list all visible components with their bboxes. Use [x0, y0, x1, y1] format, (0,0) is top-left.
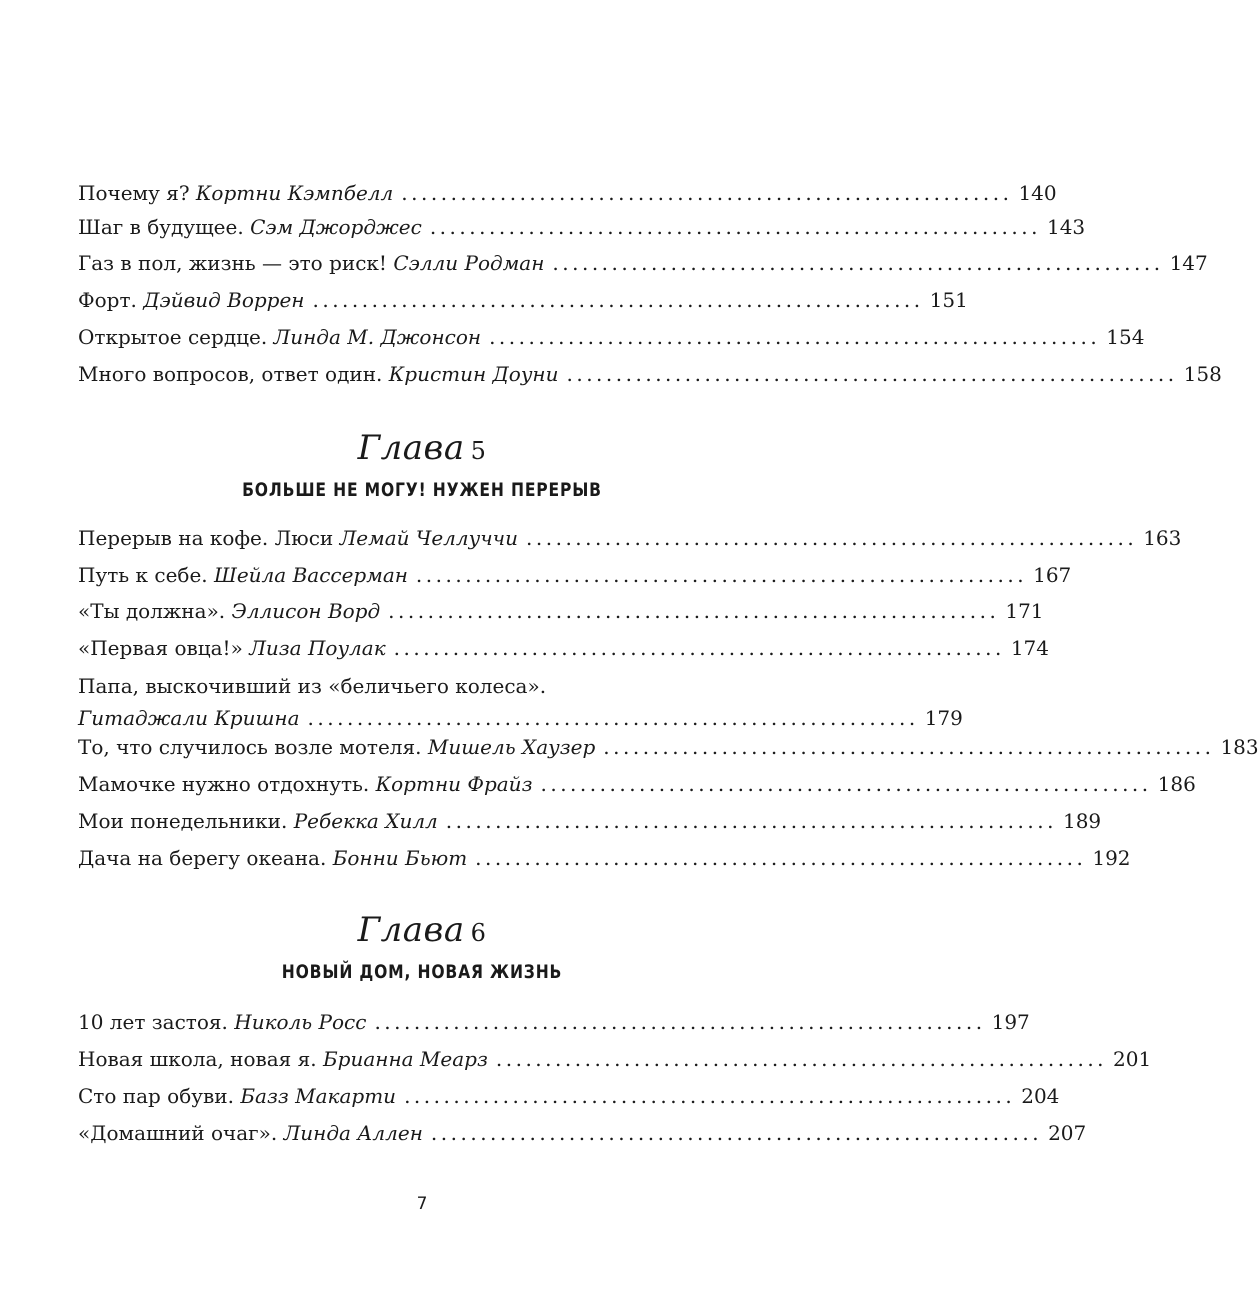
chapter-subtitle: БОЛЬШЕ НЕ МОГУ! НУЖЕН ПЕРЕРЫВ — [242, 479, 602, 501]
chapter-number: 6 — [470, 919, 487, 947]
chapter-heading — [0, 428, 844, 471]
toc-entry: Папа, выскочивший из «беличьего колеса». Гитаджали Кришна .............................................................. 179 — [78, 674, 963, 730]
toc-entry: Форт. Дэйвид Воррен .............................................................. 151 — [78, 288, 968, 312]
page-number: 154 — [1106, 325, 1145, 349]
page-number: 151 — [929, 288, 968, 312]
toc-entry: Открытое сердце. Линда М. Джонсон .............................................................. 154 — [78, 325, 1145, 349]
page-number: 192 — [1092, 846, 1131, 870]
footer-page-number: 7 — [416, 1194, 428, 1214]
toc-entry: «Домашний очаг». Линда Аллен .............................................................. 207 — [78, 1121, 1087, 1145]
toc-entry: Мои понедельники. Ребекка Хилл .............................................................. 189 — [78, 809, 1102, 833]
toc-entry: Сто пар обуви. Базз Макарти .............................................................. 204 — [78, 1084, 1060, 1108]
page-number: 189 — [1062, 809, 1102, 833]
toc-entry: Почему я? Кортни Кэмпбелл .............................................................. 140 — [78, 181, 1057, 205]
chapter-heading — [0, 910, 844, 953]
toc-entry: Перерыв на кофе. Люси Лемай Челлуччи .............................................................. 163 — [78, 526, 1182, 550]
page-number: 140 — [1018, 181, 1057, 205]
page-number: 183 — [1220, 735, 1259, 759]
toc-entry: «Первая овца!» Лиза Поулак .............................................................. 174 — [78, 636, 1050, 660]
page-number: 174 — [1010, 636, 1050, 660]
chapter-number: 5 — [470, 437, 487, 465]
toc-entry: «Ты должна». Эллисон Ворд .............................................................. 171 — [78, 599, 1044, 623]
toc-entry: Дача на берегу океана. Бонни Бьют .............................................................. 192 — [78, 846, 1131, 870]
toc-entry: 10 лет застоя. Николь Росс .............................................................. 197 — [78, 1010, 1030, 1034]
page-number: 207 — [1048, 1121, 1087, 1145]
page-number: 147 — [1169, 251, 1208, 275]
page-number: 201 — [1113, 1047, 1152, 1071]
toc-entry: Много вопросов, ответ один. Кристин Доуни .............................................................. 158 — [78, 362, 1222, 386]
page-number: 197 — [991, 1010, 1030, 1034]
page-number: 204 — [1021, 1084, 1060, 1108]
page-number: 186 — [1157, 772, 1196, 796]
chapter-label: Глава — [357, 910, 465, 950]
page-number: 163 — [1143, 526, 1182, 550]
toc-entry: Газ в пол, жизнь — это риск! Сэлли Родман .............................................................. 147 — [78, 251, 1208, 275]
page-number: 179 — [924, 706, 963, 730]
toc-entry: Новая школа, новая я. Брианна Меарз .............................................................. 201 — [78, 1047, 1152, 1071]
toc-entry: Мамочке нужно отдохнуть. Кортни Фрайз .............................................................. 186 — [78, 772, 1196, 796]
toc-entry: Шаг в будущее. Сэм Джорджес .............................................................. 143 — [78, 215, 1086, 239]
chapter-label: Глава — [357, 428, 465, 468]
chapter-subtitle: НОВЫЙ ДОМ, НОВАЯ ЖИЗНЬ — [281, 961, 563, 983]
toc-entry: Путь к себе. Шейла Вассерман .............................................................. 167 — [78, 563, 1072, 587]
toc-entry: То, что случилось возле мотеля. Мишель Хаузер .............................................................. 183 — [78, 735, 1259, 759]
page-number: 167 — [1033, 563, 1072, 587]
page-number: 158 — [1183, 362, 1222, 386]
page-number: 171 — [1005, 599, 1044, 623]
page-number: 143 — [1046, 215, 1086, 239]
